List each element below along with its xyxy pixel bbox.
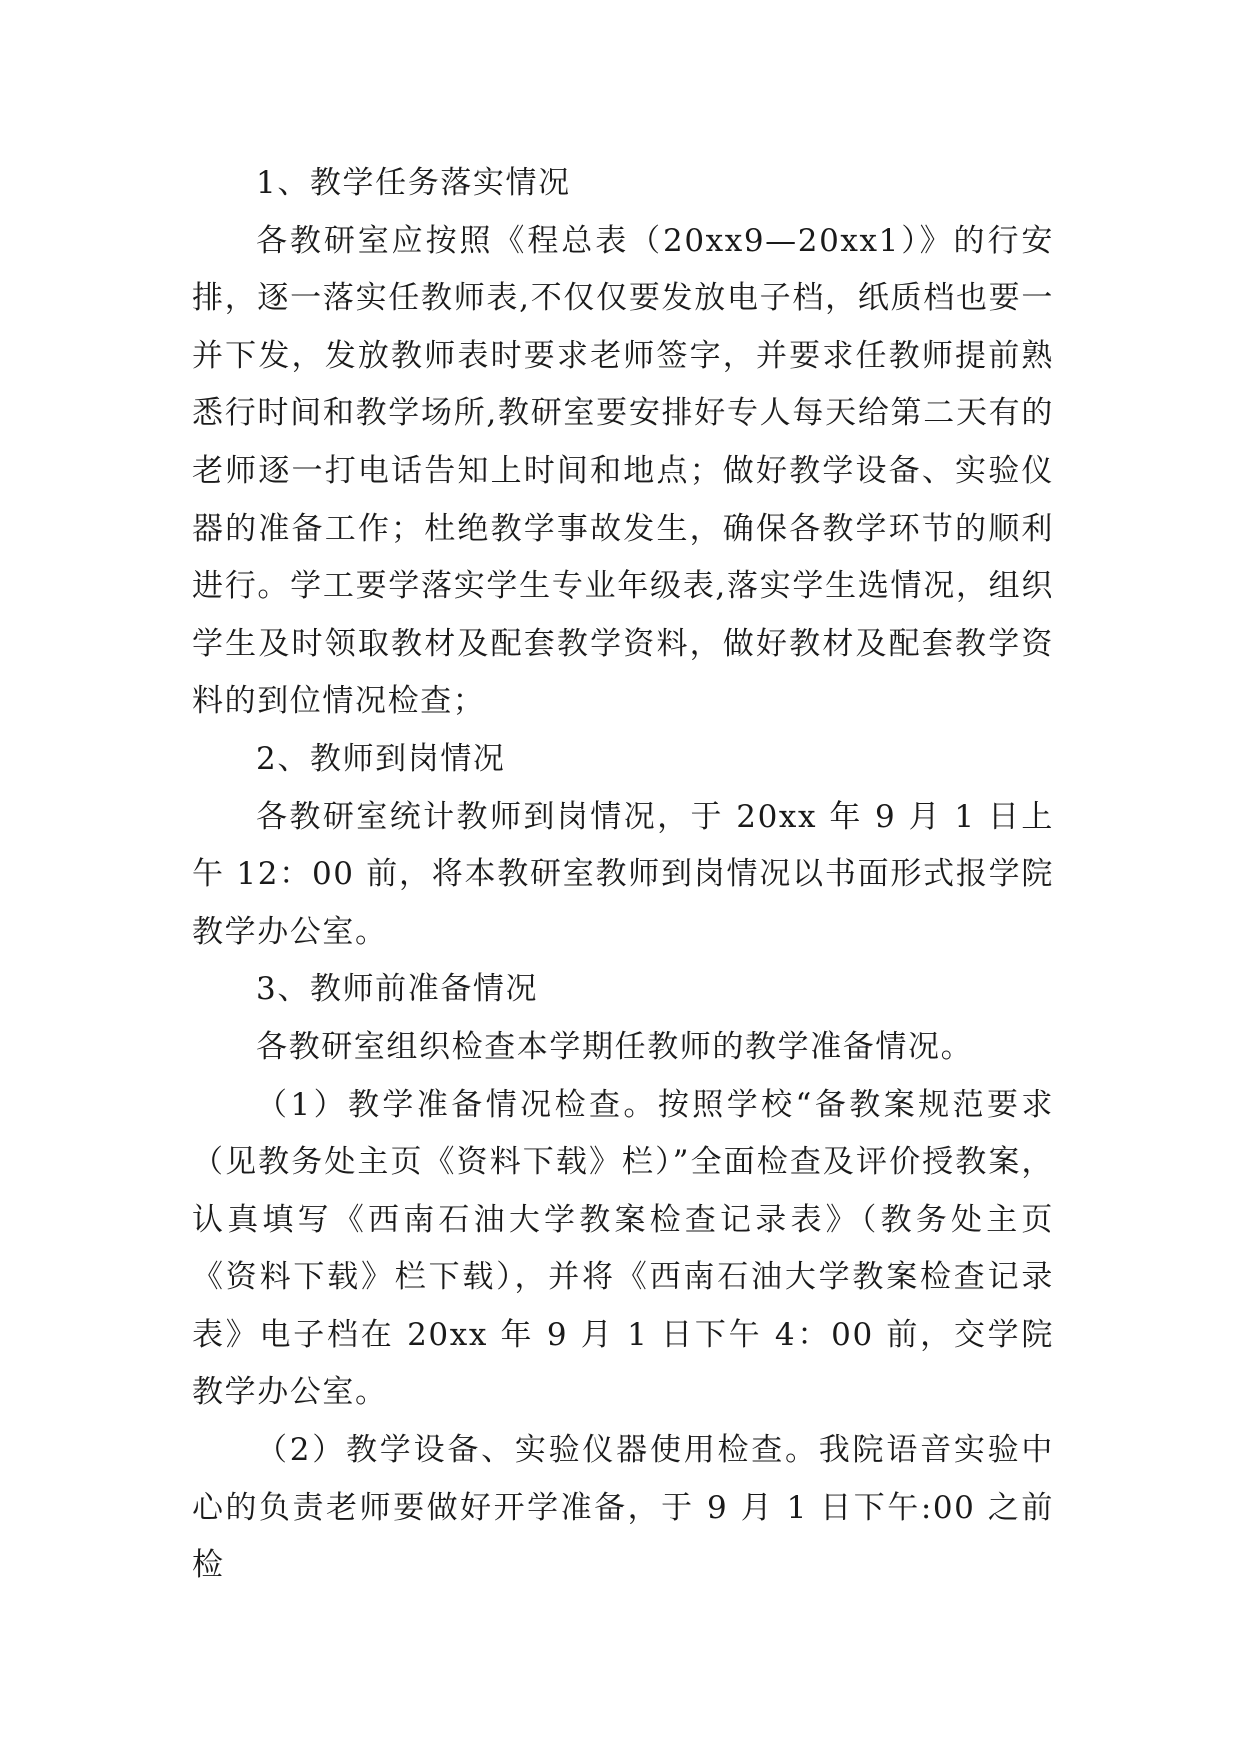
document-body bbox=[192, 155, 1054, 1595]
section-heading-1: 1、教学任务落实情况 bbox=[256, 165, 571, 201]
paragraph-teacher-attendance: 各教研室统计教师到岗情况，于 20xx 年 9 月 1 日上午 12：00 前，将本教研室教师到岗情况以书面形式报学院教学办公室。 bbox=[192, 798, 1054, 950]
paragraph-preparation-intro: 各教研室组织检查本学期任教师的教学准备情况。 bbox=[256, 1028, 974, 1065]
paragraph-preparation-item-1: （1）教学准备情况检查。按照学校“备教案规范要求（见教务处主页《资料下载》栏）”全面检查及评价授教案，认真填写《西南石油大学教案检查记录表》（教务处主页《资料下载》栏下载），并将《西南石油大学教案检查记录表》电子档在 20xx 年 9 月 1 日下午 4：00 前，交学院教学办公室。 bbox=[192, 1086, 1054, 1411]
section-heading-3: 3、教师前准备情况 bbox=[256, 971, 539, 1008]
paragraph-teaching-tasks: 各教研室应按照《程总表（20xx9—20xx1）》的行安排，逐一落实任教师表,不仅仅要发放电子档，纸质档也要一并下发，发放教师表时要求老师签字，并要求任教师提前熟悉行时间和教学场所,教研室要安排好专人每天给第二天有的老师逐一打电话告知上时间和地点；做好教学设备、实验仪器的准备工作；杜绝教学事故发生，确保各教学环节的顺利进行。学工要学落实学生专业年级表,落实学生选情况，组织学生及时领取教材及配套教学资料，做好教材及配套教学资料的到位情况检查； bbox=[192, 222, 1054, 720]
section-heading-2: 2、教师到岗情况 bbox=[256, 740, 506, 777]
paragraph-preparation-item-2: （2）教学设备、实验仪器使用检查。我院语音实验中心的负责老师要做好开学准备，于 9 月 1 日下午:00 之前检 bbox=[192, 1432, 1054, 1584]
